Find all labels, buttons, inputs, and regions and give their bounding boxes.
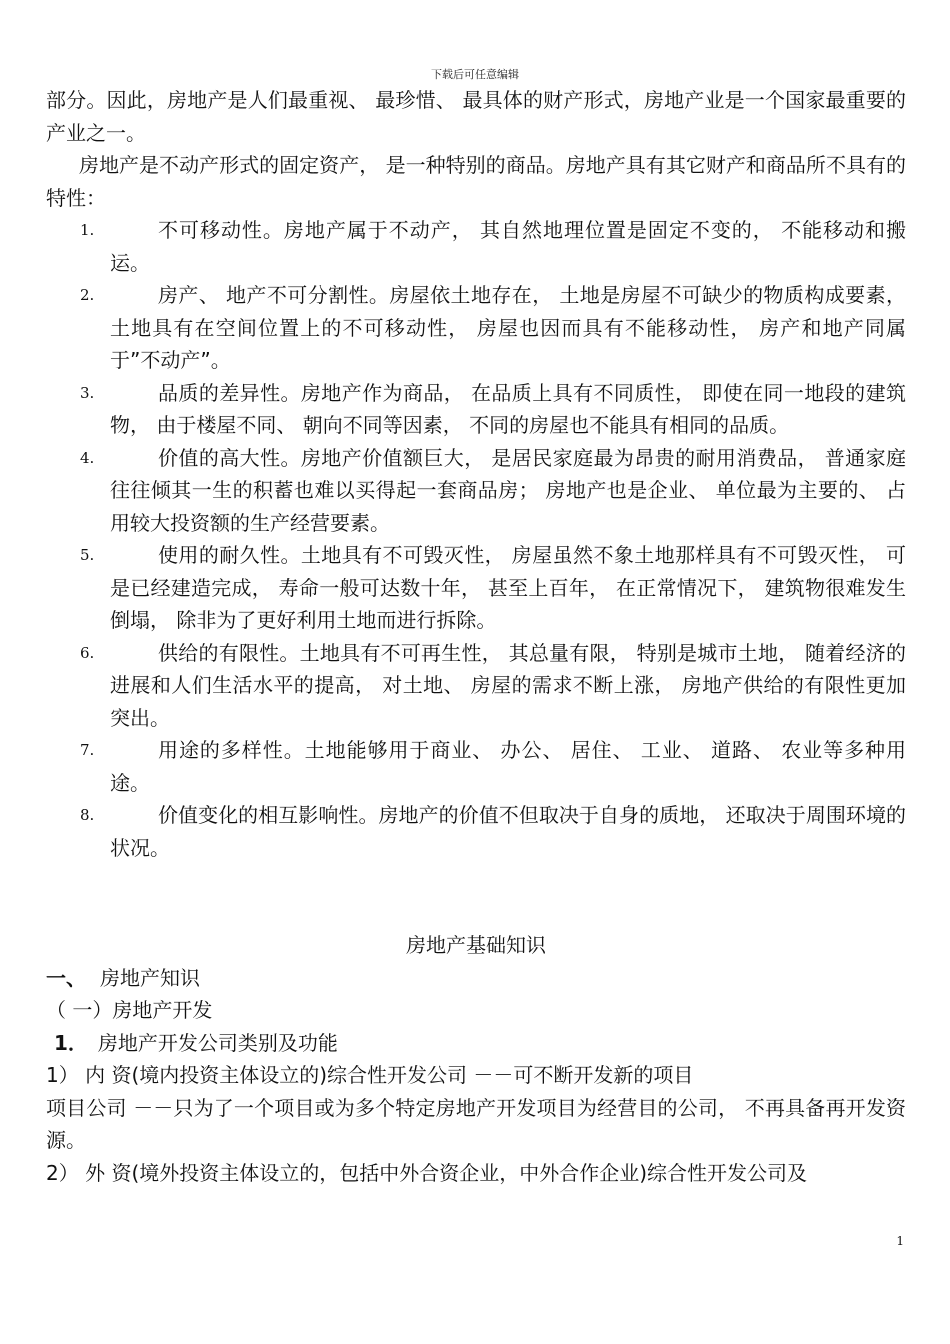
intro-paragraph-2: 房地产是不动产形式的固定资产， 是一种特别的商品。房地产具有其它财产和商品所不具有的特性：	[46, 153, 906, 210]
page-header: 下载后可任意编辑	[431, 68, 519, 81]
section-title: 房地产基础知识	[406, 933, 546, 957]
list-item-text: 用途的多样性。土地能够用于商业、 办公、 居住、 工业、 道路、 农业等多种用途。	[110, 738, 906, 795]
list-number: 1.	[80, 221, 95, 239]
page-number: 1	[896, 1234, 904, 1248]
heading-3-text: 房地产开发公司类别及功能	[97, 1030, 338, 1055]
list-item	[46, 637, 906, 735]
document-body	[46, 84, 906, 1189]
heading-3-number: 1．	[54, 1030, 88, 1055]
list-item	[46, 799, 906, 864]
list-item	[46, 279, 906, 377]
list-item-text: 使用的耐久性。土地具有不可毁灭性， 房屋虽然不象土地那样具有不可毁灭性， 可是已经建造完成， 寿命一般可达数十年， 甚至上百年， 在正常情况下， 建筑物很难发生倒塌， 除非为了更好利用土地而进行拆除。	[110, 543, 906, 632]
list-item-text: 房产、 地产不可分割性。房屋依土地存在， 土地是房屋不可缺少的物质构成要素， 土地具有在空间位置上的不可移动性， 房屋也因而具有不能移动性， 房产和地产同属于”不动产”。	[110, 283, 906, 372]
list-item-text: 价值变化的相互影响性。房地产的价值不但取决于自身的质地， 还取决于周围环境的状况。	[110, 803, 906, 860]
list-item	[46, 214, 906, 279]
heading-level-2: （ 一）房地产开发	[46, 998, 213, 1022]
heading-level-3	[46, 1027, 906, 1060]
body-line-2: 项目公司 －－只为了一个项目或为多个特定房地产开发项目为经营目的公司， 不再具备再开发资源。	[46, 1095, 906, 1152]
feature-list	[46, 214, 906, 864]
body-line-3: 2） 外 资(境外投资主体设立的，包括中外合资企业，中外合作企业)综合性开发公司及	[46, 1160, 808, 1185]
list-number: 2.	[80, 286, 95, 304]
heading-level-1	[46, 962, 906, 995]
list-item	[46, 442, 906, 540]
intro-paragraph-1: 部分。因此，房地产是人们最重视、 最珍惜、 最具体的财产形式，房地产业是一个国家最重要的产业之一。	[46, 88, 906, 145]
body-line-1: 1） 内 资(境内投资主体设立的)综合性开发公司 －－可不断开发新的项目	[46, 1063, 694, 1087]
list-item-text: 不可移动性。房地产属于不动产， 其自然地理位置是固定不变的， 不能移动和搬运。	[110, 218, 906, 275]
section-spacer	[46, 864, 906, 929]
list-item-text: 供给的有限性。土地具有不可再生性， 其总量有限， 特别是城市土地， 随着经济的进展和人们生活水平的提高， 对土地、 房屋的需求不断上涨， 房地产供给的有限性更加突出。	[110, 640, 906, 730]
list-number: 8.	[80, 806, 95, 824]
list-number: 5.	[80, 546, 95, 564]
list-item	[46, 377, 906, 442]
heading-1-text: 房地产知识	[100, 965, 200, 990]
list-item-text: 价值的高大性。房地产价值额巨大， 是居民家庭最为昂贵的耐用消费品， 普通家庭往往倾其一生的积蓄也难以买得起一套商品房； 房地产也是企业、 单位最为主要的、 占用较大投资额的生产经营要素。	[110, 445, 906, 535]
list-item-text: 品质的差异性。房地产作为商品， 在品质上具有不同质性， 即使在同一地段的建筑物， 由于楼屋不同、 朝向不同等因素， 不同的房屋也不能具有相同的品质。	[110, 380, 906, 437]
list-number: 3.	[80, 383, 95, 402]
heading-1-marker: 一、	[46, 965, 86, 990]
list-number: 4.	[80, 448, 95, 467]
list-item	[46, 734, 906, 799]
list-number: 6.	[80, 643, 95, 662]
list-number: 7.	[80, 741, 95, 759]
list-item	[46, 539, 906, 637]
